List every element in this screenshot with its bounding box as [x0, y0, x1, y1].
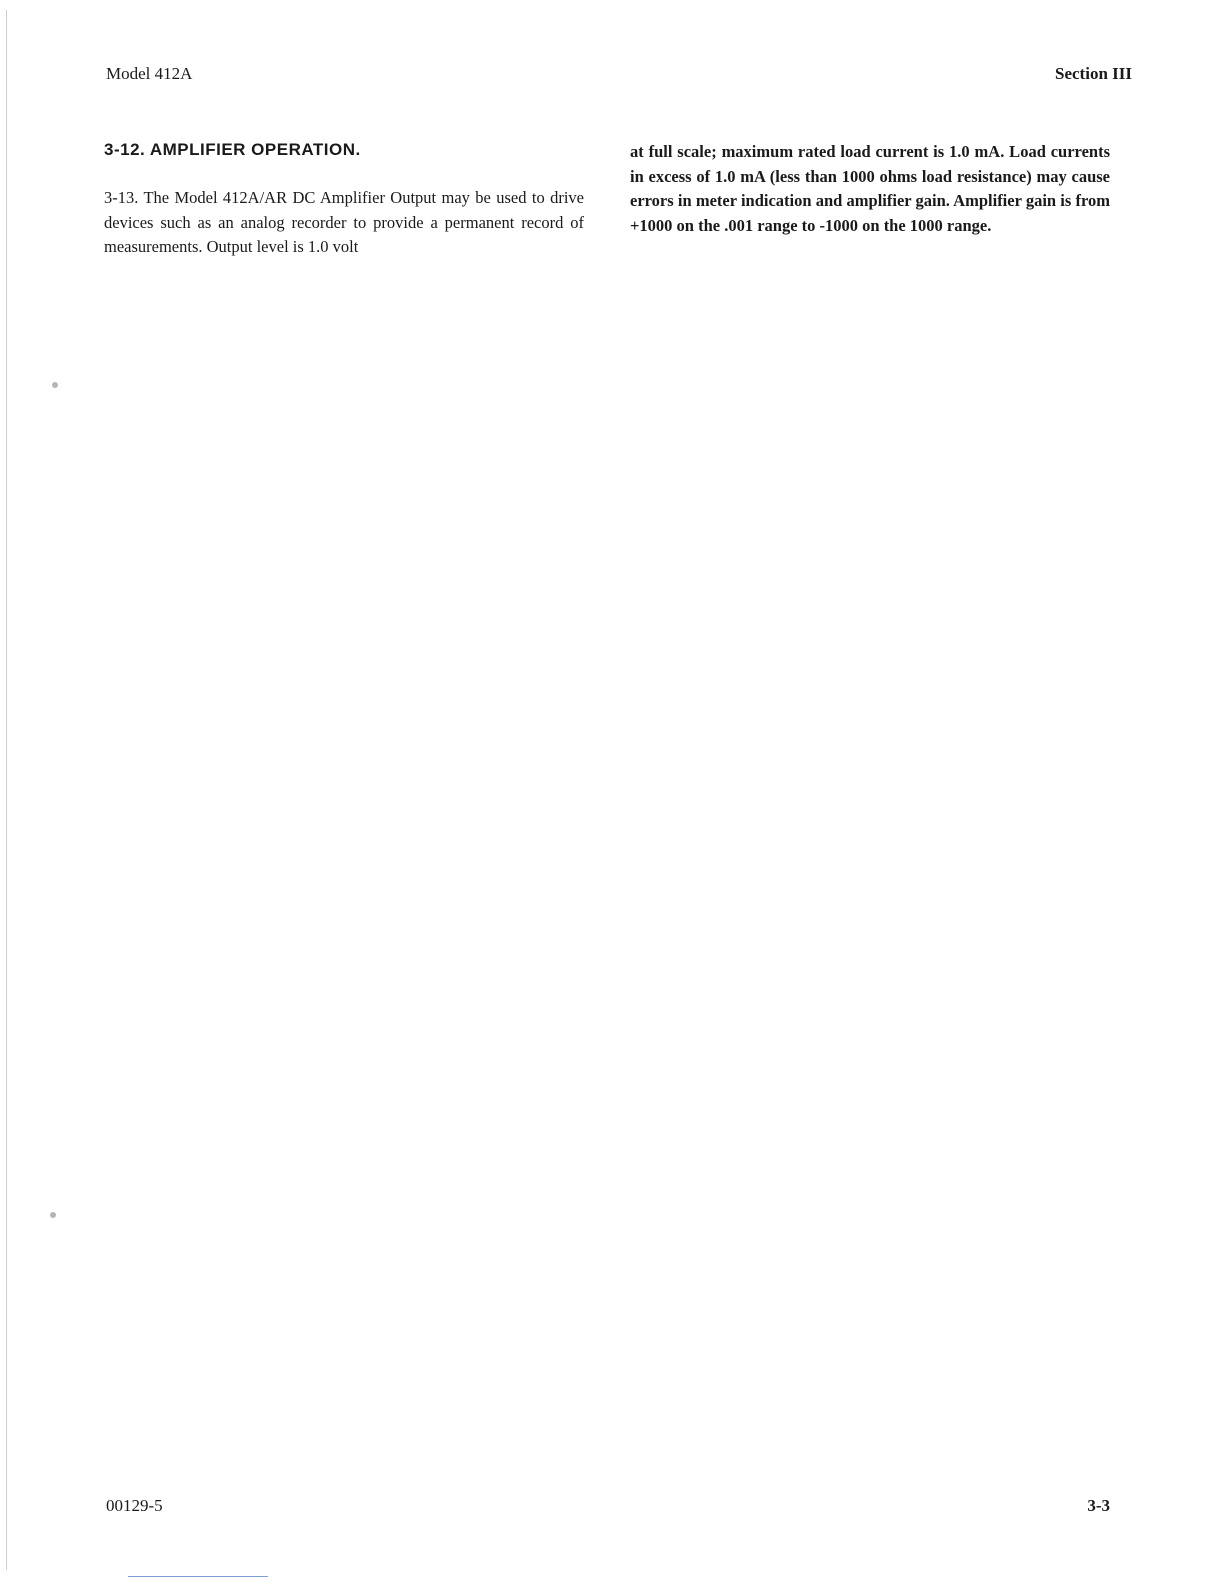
bottom-rule [128, 1576, 268, 1577]
page-edge [6, 10, 7, 1570]
footer-page-number: 3-3 [1087, 1496, 1110, 1515]
header-section: Section III [1055, 64, 1132, 83]
page-footer [106, 1496, 1110, 1516]
section-heading: 3-12. AMPLIFIER OPERATION. [104, 140, 361, 159]
left-column [104, 140, 584, 260]
punch-hole [50, 1212, 56, 1218]
right-column [630, 140, 1110, 238]
paragraph-3-13: 3-13. The Model 412A/AR DC Amplifier Output may be used to drive devices such as an analog recorder to provide a permanent record of measurements. Output level is 1.0 volt [104, 188, 584, 256]
header-model: Model 412A [106, 64, 193, 83]
footer-doc-number: 00129-5 [106, 1496, 163, 1515]
page-header [106, 64, 1132, 84]
paragraph-3-13-continued: at full scale; maximum rated load current is 1.0 mA. Load currents in excess of 1.0 mA (less than 1000 ohms load resistance) may cause errors in meter indication and amplifier gain. Amplifier gain is from +1000 on the .001 range to -1000 on the 1000 range. [630, 142, 1110, 235]
punch-hole [52, 382, 58, 388]
